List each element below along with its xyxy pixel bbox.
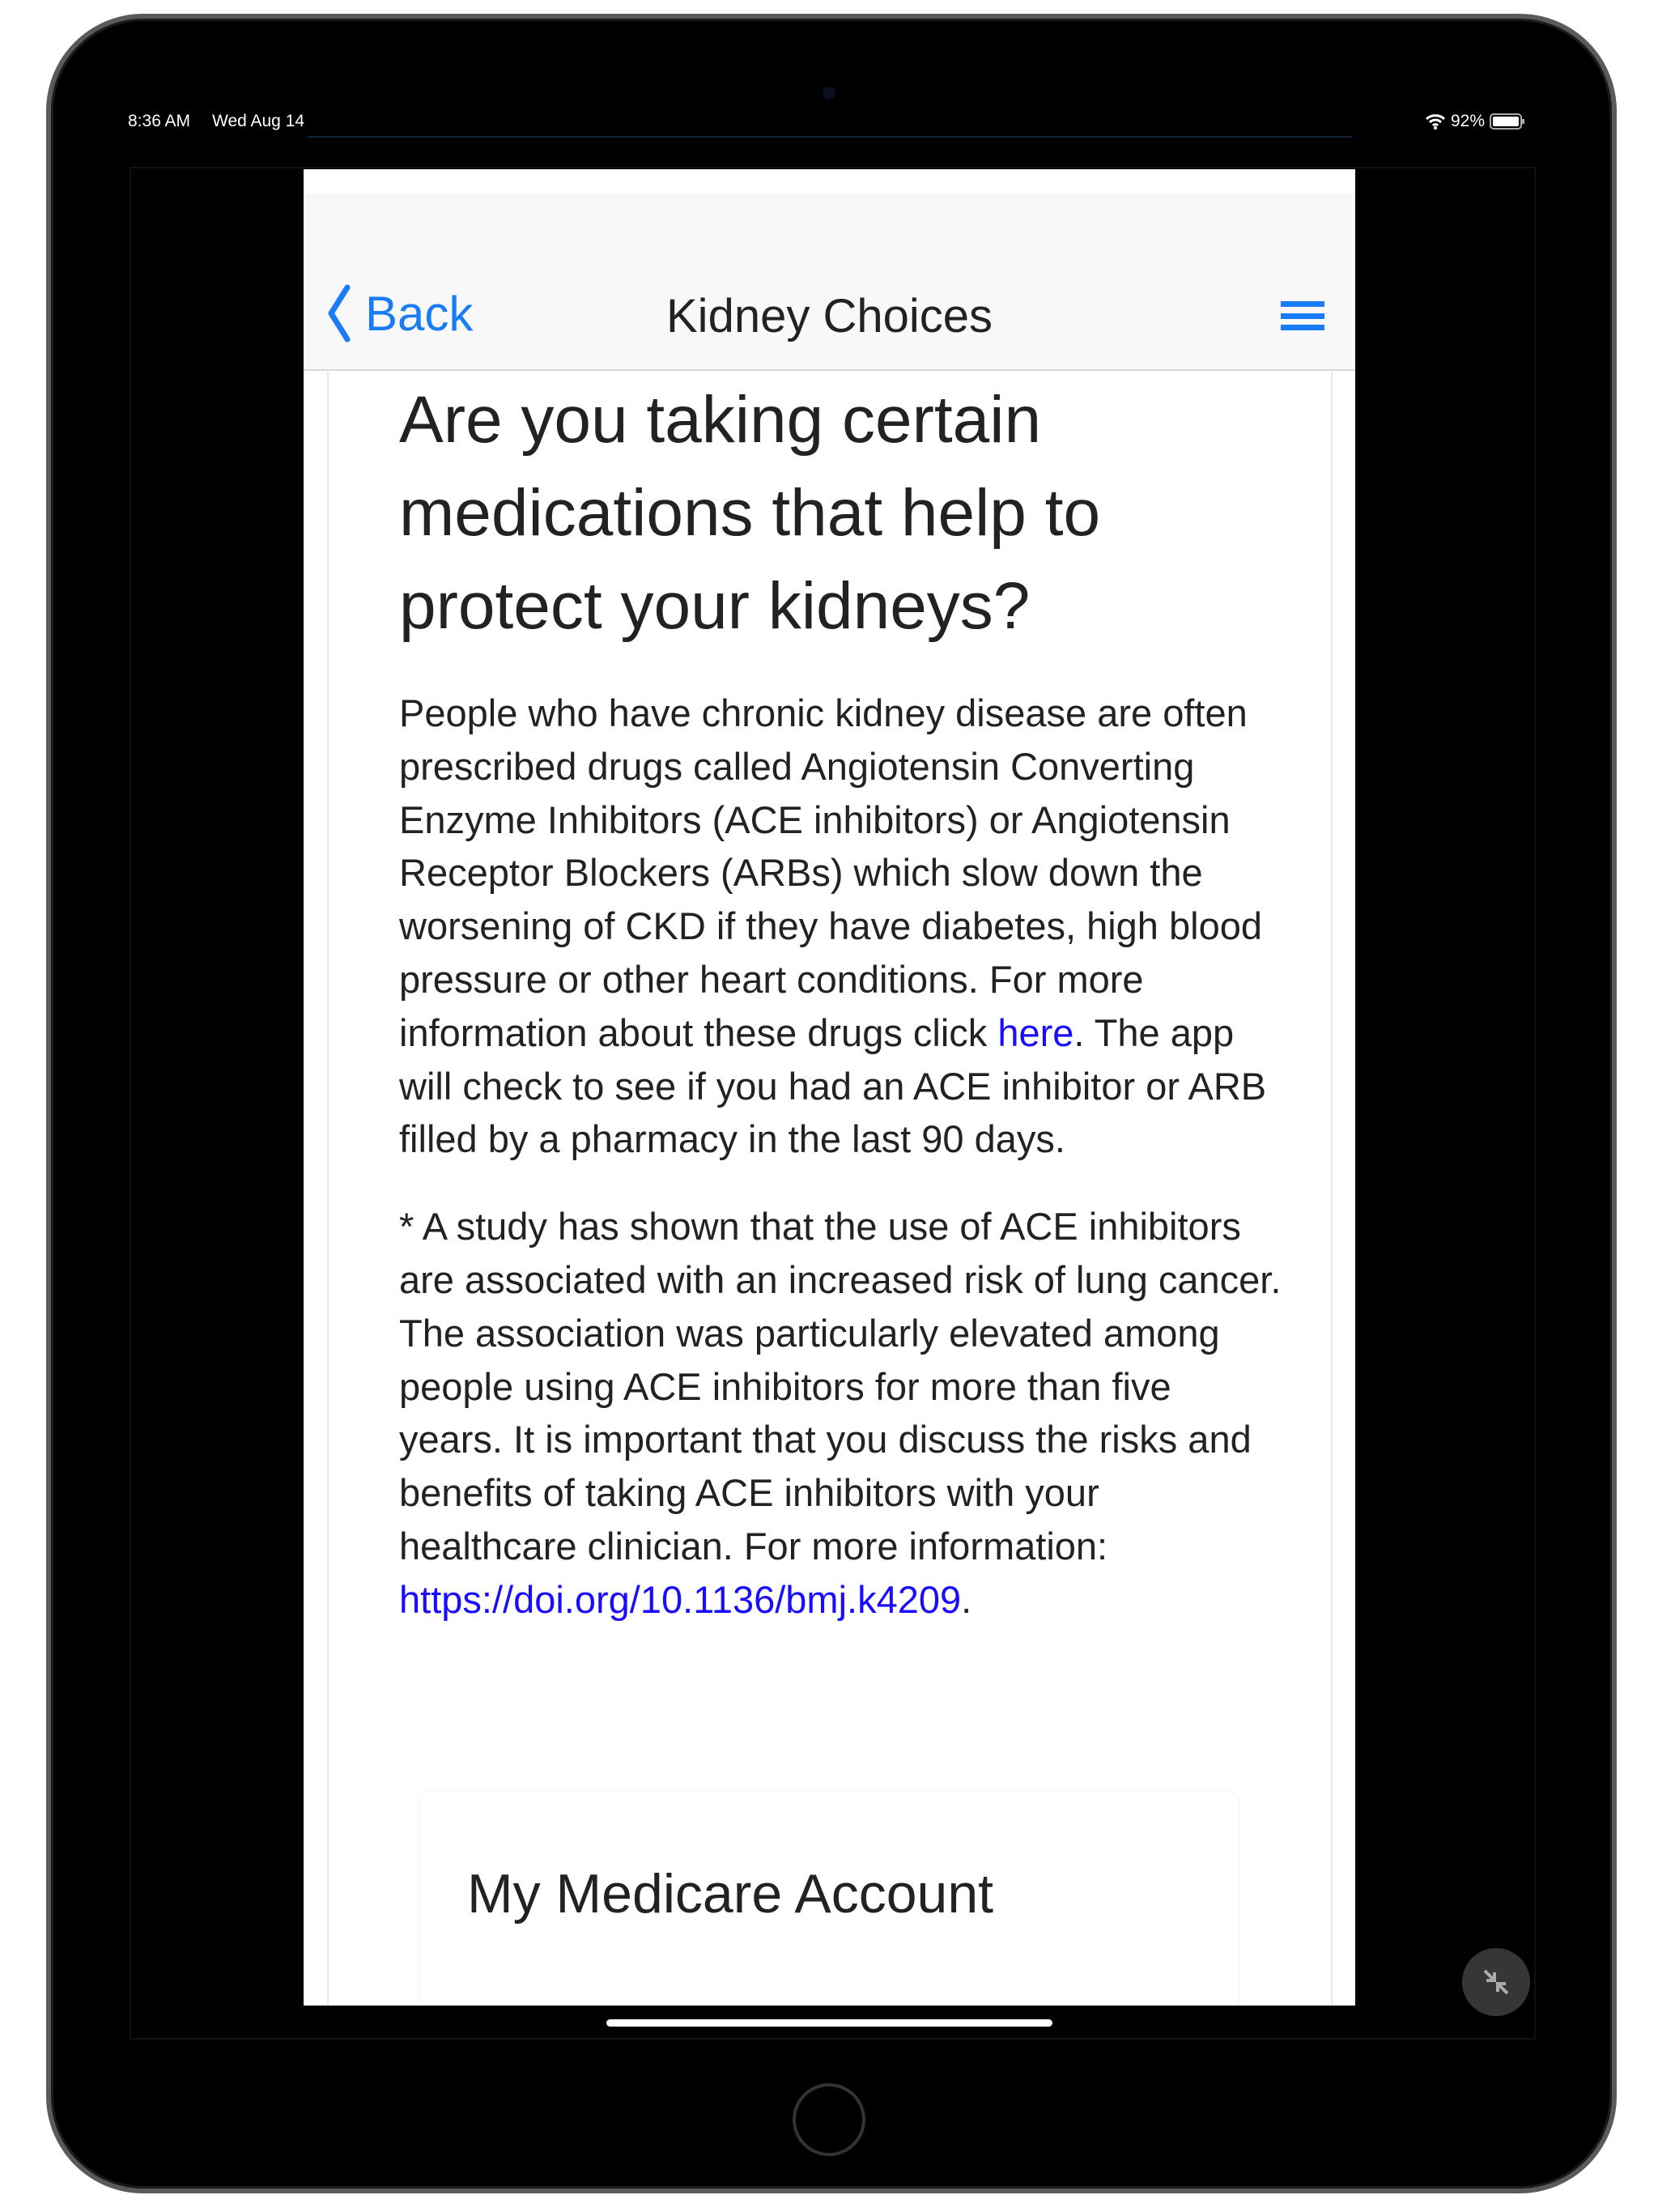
page-title: Kidney Choices [666, 290, 993, 342]
exit-zoom-button[interactable] [1462, 1948, 1530, 2016]
camera [823, 87, 835, 100]
battery-icon [1490, 113, 1525, 130]
app-webview [304, 169, 1355, 2006]
divider [308, 136, 1352, 138]
status-time: 8:36 AM [128, 112, 191, 130]
text: . The app will check to see if you had an ACE inhibitor or ARB filled by a pharmacy in the last 90 days. [399, 1010, 1267, 1161]
home-button[interactable] [793, 2083, 865, 2156]
text: People who have chronic kidney disease are often prescribed drugs called Angiotensin Converting Enzyme Inhibitors (ACE inhibitors) or Angiotensin Receptor Blockers (ARBs) which slow down the worsening of CKD if they have diabetes, high blood pressure or other heart conditions. For more information about these drugs click [399, 691, 1262, 1054]
back-label: Back [365, 286, 474, 341]
top-strip [304, 169, 1355, 194]
menu-icon[interactable] [1281, 301, 1324, 330]
paragraph-study [399, 1200, 1282, 1626]
wifi-icon [1425, 113, 1446, 130]
medicare-account-card[interactable] [420, 1791, 1238, 2006]
battery-percent: 92% [1451, 112, 1486, 130]
here-link[interactable]: here [997, 1010, 1074, 1054]
status-right [1425, 112, 1525, 131]
status-date: Wed Aug 14 [212, 112, 305, 130]
heading: Are you taking certain medications that help to protect your kidneys? [399, 383, 1101, 643]
nav-bar [304, 194, 1355, 371]
content [399, 383, 1282, 1627]
doi-link[interactable]: https://doi.org/10.1136/bmj.k4209 [399, 1577, 962, 1621]
home-indicator[interactable] [606, 2019, 1052, 2027]
medicare-card-title: My Medicare Account [467, 1863, 994, 1925]
compress-arrows-icon [1462, 1948, 1530, 2016]
text: * A study has shown that the use of ACE inhibitors are associated with an increased risk of lung cancer. The association was particularly elevated among people using ACE inhibitors for more than five years. It is important that you discuss the risks and benefits of taking ACE inhibitors with your healthcare clinician. For more information: [399, 1205, 1282, 1568]
text: . [961, 1577, 972, 1621]
paragraph-ace-arb [399, 687, 1282, 1166]
